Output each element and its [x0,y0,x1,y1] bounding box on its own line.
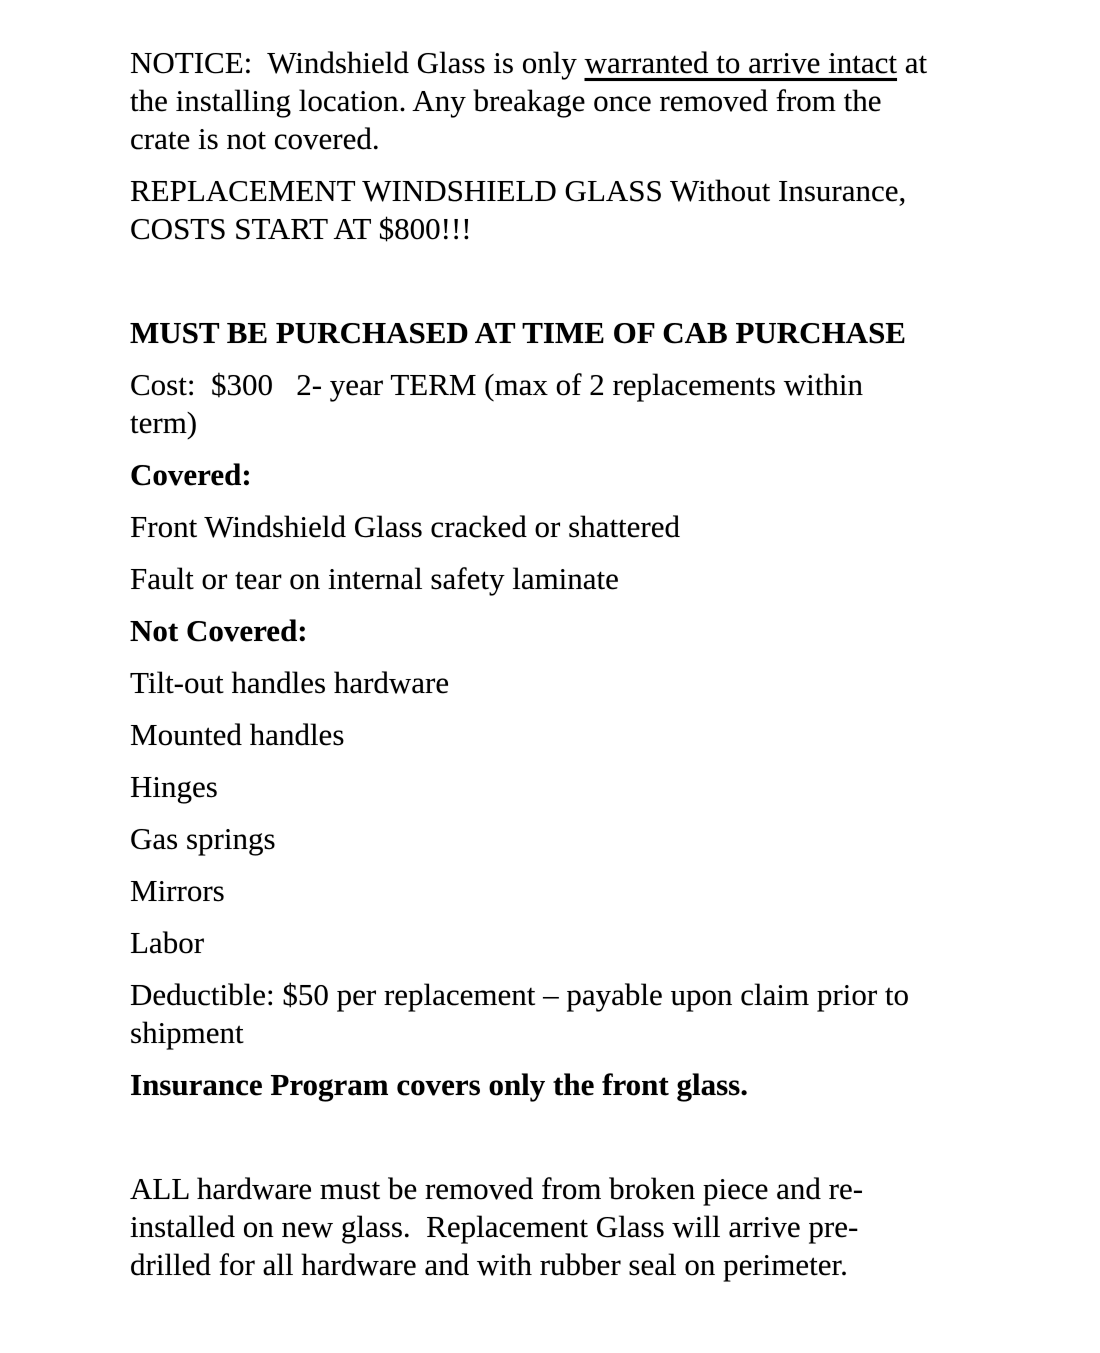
replacement-warning-line-1: REPLACEMENT WINDSHIELD GLASS Without Insurance, [130,173,907,208]
cost-term-line-2: term) [130,405,198,440]
not-covered-item [130,664,1060,702]
blank-line [130,1118,1060,1156]
not-covered-item-text: Mirrors [130,873,225,908]
not-covered-item-text: Gas springs [130,821,276,856]
not-covered-item [130,716,1060,754]
blank-line [130,262,1060,300]
deductible-line-1: Deductible: $50 per replacement – payable upon claim prior to [130,977,910,1012]
notice-line-1-pre: NOTICE: Windshield Glass is only [130,45,585,80]
notice-paragraph [130,44,1060,158]
not-covered-item [130,768,1060,806]
deductible-paragraph [130,976,1060,1052]
covered-item [130,560,1060,598]
insurance-scope-statement [130,1066,1060,1104]
must-be-purchased-heading-text: MUST BE PURCHASED AT TIME OF CAB PURCHASE [130,315,906,350]
not-covered-item-text: Tilt-out handles hardware [130,665,450,700]
hardware-removal-paragraph [130,1170,1060,1284]
not-covered-heading [130,612,1060,650]
insurance-scope-text: Insurance Program covers only the front glass. [130,1067,748,1102]
notice-line-2: the installing location. Any breakage once removed from the [130,83,882,118]
notice-underlined-phrase: warranted to arrive intact [584,45,897,80]
covered-heading-text: Covered: [130,457,252,492]
covered-heading [130,456,1060,494]
not-covered-item-text: Labor [130,925,205,960]
hardware-note-line-2: installed on new glass. Replacement Glass will arrive pre- [130,1209,859,1244]
replacement-cost-warning-paragraph [130,172,1060,248]
cost-term-paragraph [130,366,1060,442]
not-covered-item [130,820,1060,858]
hardware-note-line-1: ALL hardware must be removed from broken piece and re- [130,1171,864,1206]
not-covered-item [130,872,1060,910]
covered-item-text: Front Windshield Glass cracked or shattered [130,509,681,544]
cost-term-line-1: Cost: $300 2- year TERM (max of 2 replacements within [130,367,863,402]
not-covered-heading-text: Not Covered: [130,613,308,648]
deductible-line-2: shipment [130,1015,244,1050]
notice-line-1-post: at [896,45,928,80]
not-covered-item [130,924,1060,962]
hardware-note-line-3: drilled for all hardware and with rubber seal on perimeter. [130,1247,848,1282]
must-be-purchased-heading [130,314,1060,352]
replacement-warning-line-2: COSTS START AT $800!!! [130,211,472,246]
covered-item-text: Fault or tear on internal safety laminate [130,561,619,596]
not-covered-item-text: Mounted handles [130,717,345,752]
not-covered-item-text: Hinges [130,769,218,804]
covered-item [130,508,1060,546]
notice-line-3: crate is not covered. [130,121,380,156]
